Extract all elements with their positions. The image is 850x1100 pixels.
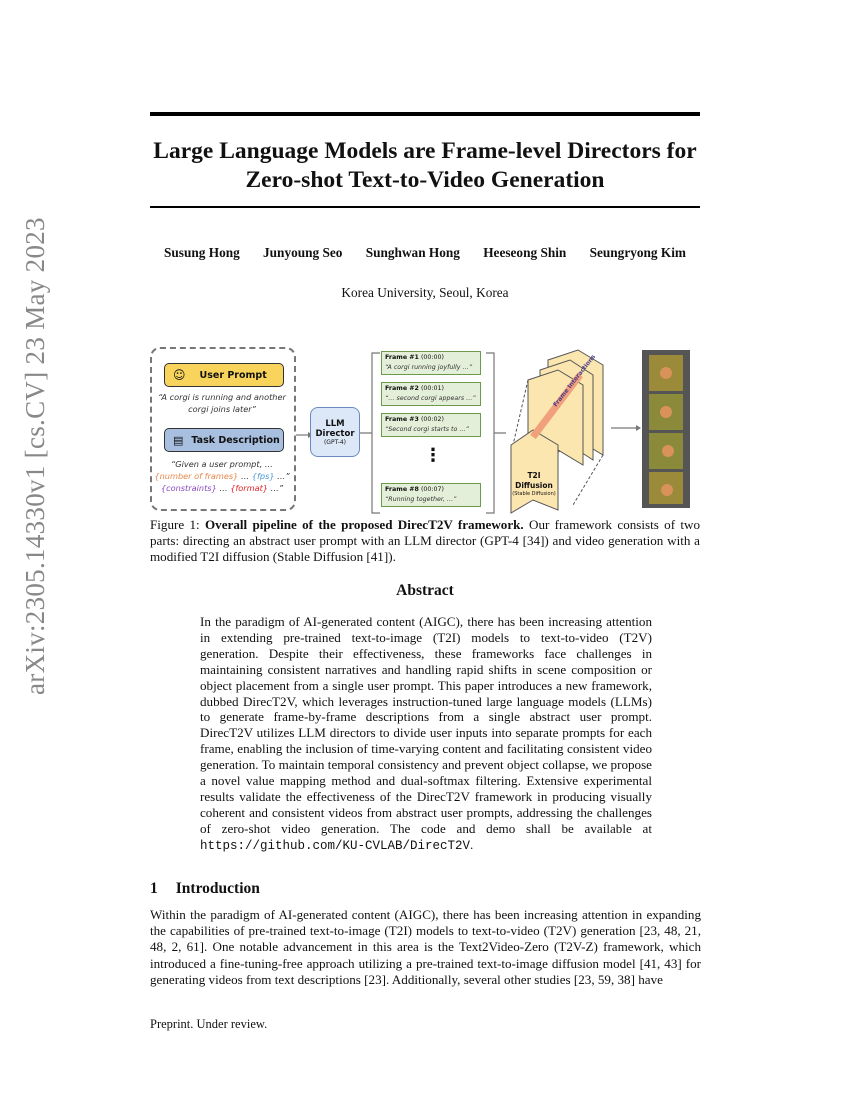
pipeline-figure (148, 345, 708, 515)
frame-card: Frame #3 (00:02) “Second corgi starts to …” (381, 413, 481, 437)
frame-card: Frame #2 (00:01) “… second corgi appears …” (381, 382, 481, 406)
paper-title: Large Language Models are Frame-level Directors for Zero-shot Text-to-Video Generation (153, 138, 697, 193)
llm-director-sub: (GPT-4) (323, 438, 347, 446)
arxiv-identifier: arXiv:2305.14330v1 [cs.CV] 23 May 2023 (20, 217, 50, 695)
author-list (150, 245, 700, 261)
frame-card: Frame #8 (00:07) “Running together, …” (381, 483, 481, 507)
author: Seungryong Kim (589, 245, 686, 260)
document-icon: ▤ (173, 433, 184, 447)
affiliation: Korea University, Seoul, Korea (341, 285, 509, 300)
user-icon: ☺ (173, 368, 186, 382)
token-format: {format} (230, 483, 269, 493)
token-number-of-frames: {number of frames} (154, 471, 239, 481)
code-link[interactable]: https://github.com/KU-CVLAB/DirecT2V (200, 838, 471, 853)
sep: … (216, 483, 231, 493)
token-fps: {fps} (251, 471, 275, 481)
author: Junyoung Seo (263, 245, 343, 260)
author: Heeseong Shin (483, 245, 567, 260)
t2i-diffusion-sub: (Stable Diffusion) (512, 491, 556, 497)
author: Susung Hong (164, 245, 240, 260)
author: Sunghwan Hong (365, 245, 460, 260)
t2i-diffusion-label: T2I Diffusion (515, 471, 553, 490)
user-prompt-text: “A corgi is running and another corgi joins later” (158, 392, 286, 414)
llm-director-box (310, 407, 360, 457)
llm-director-label: LLM Director (315, 418, 355, 439)
token-constraints: {constraints} (160, 483, 217, 493)
frame-interactions-label: Frame Interactions (552, 353, 597, 409)
task-line: “Given a user prompt, … (171, 459, 273, 469)
figure-caption: Figure 1: Overall pipeline of the proposed DirecT2V framework. Our framework consists of two parts: directing an abstract user prompt with an LLM director (GPT-4 [34]) and video generation with a modified T2I diffusion (Stable Diffusion [41]). (150, 517, 701, 564)
sep: …” (268, 483, 284, 493)
ellipsis: ⋮ (424, 445, 442, 466)
title-bottom-rule (150, 206, 700, 208)
user-prompt-label: User Prompt (199, 369, 267, 381)
abstract-heading: Abstract (396, 582, 454, 599)
title-top-rule (150, 112, 700, 116)
frame-card: Frame #1 (00:00) “A corgi running joyfully …” (381, 351, 481, 375)
introduction-body: Within the paradigm of AI-generated content (AIGC), there has been increasing attention in expanding the capabilities of pre-trained text-to-image (T2I) models to text-to-video (T2V) generation [23, 48, 21, 48, 2, 61]. One notable advancement in this area is the Text2Video-Zero (T2V-Z) framework, which introduced a fine-tuning-free approach utilizing a pre-trained text-to-image diffusion model [41, 43] for generating videos from text descriptions [23]. Additionally, several other studies [23, 59, 38] have (150, 907, 701, 987)
task-description-label: Task Description (191, 434, 280, 446)
footer-note: Preprint. Under review. (150, 1017, 268, 1031)
section-heading-introduction: 1 Introduction (150, 880, 260, 897)
abstract-body: In the paradigm of AI-generated content (AIGC), there has been increasing attention in extending pre-trained text-to-image (T2I) models to text-to-video (T2V) generation. Despite their effectiveness, these frameworks face challenges in maintaining consistent narratives and handling rapid shifts in scene composition or object placement from a single user prompt. This paper introduces a new framework, dubbed DirecT2V, which leverages instruction-tuned large language models (LLMs) to generate frame-by-frame descriptions from a single abstract user prompt. DirecT2V utilizes LLM directors to divide user inputs into separate prompts for each frame, enabling the inclusion of time-varying content and facilitating consistent video generation. To maintain temporal consistency and prevent object collapse, we propose a novel value mapping method and dual-softmax filtering. Extensive experimental results validate the effectiveness of the DirecT2V framework in producing visually coherent and consistent videos from abstract user prompts, addressing the challenges of zero-shot video generation. The code and demo shall be available at https://github.com/KU-CVLAB/DirecT2V. (200, 614, 652, 853)
sep: …” (274, 471, 290, 481)
sep: … (238, 471, 252, 481)
